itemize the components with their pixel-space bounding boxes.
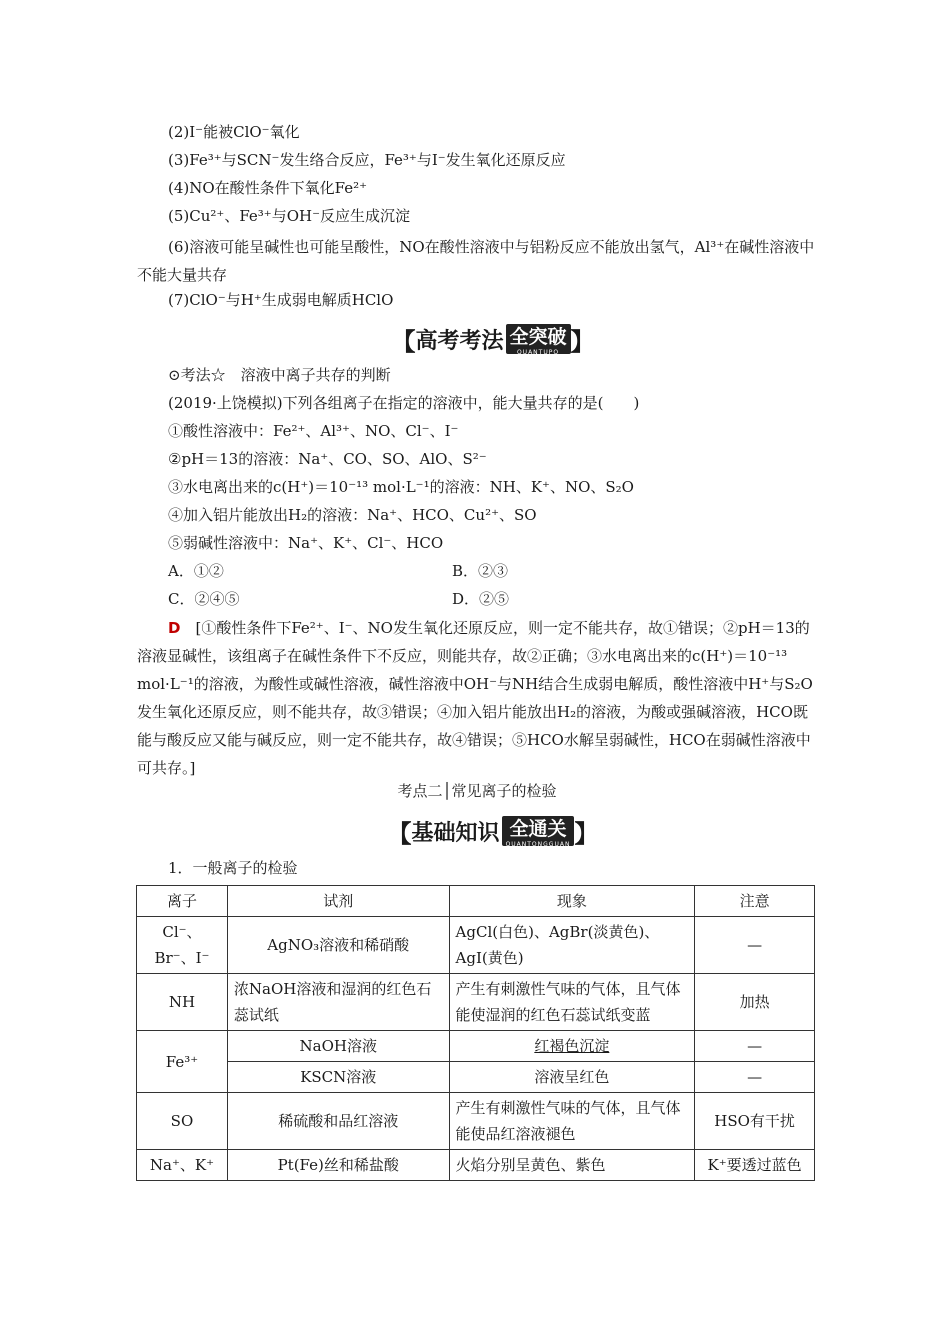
option-b: B．②③ — [452, 562, 509, 580]
option-d: D．②⑤ — [452, 590, 510, 608]
table-row — [137, 1150, 815, 1181]
badge-text: 全通关 — [509, 818, 567, 840]
cell-ion: Fe³⁺ — [137, 1031, 228, 1093]
cell-reagent: 稀硫酸和品红溶液 — [227, 1093, 449, 1150]
cell-note: — — [695, 1062, 815, 1093]
exam-item-5: ⑤弱碱性溶液中：Na⁺、K⁺、Cl⁻、HCO — [168, 534, 444, 552]
cell-note: 加热 — [695, 974, 815, 1031]
explanation-text: [①酸性条件下Fe²⁺、I⁻、NO发生氧化还原反应，则一定不能共存，故①错误；②pH＝13的溶液显碱性，该组离子在碱性条件下不反应，则能共存，故②正确；③水电离出来的c(H⁺)＝10⁻¹³ mol·L⁻¹的溶液，为酸性或碱性溶液，碱性溶液中OH⁻与NH结合生成弱电解质，酸性溶液中H⁺与S₂O发生氧化还原反应，则不能共存，故③错误；④加入铝片能放出H₂的溶液，为酸或强碱溶液，HCO既能与酸反应又能与碱反应，则一定不能共存，故④错误；⑤HCO水解呈弱碱性，HCO在弱碱性溶液中可共存。] — [137, 619, 813, 777]
cell-reagent: Pt(Fe)丝和稀盐酸 — [227, 1150, 449, 1181]
cell-phenomenon: 产生有刺激性气味的气体，且气体能使湿润的红色石蕊试纸变蓝 — [449, 974, 695, 1031]
cell-note: HSO有干扰 — [695, 1093, 815, 1150]
bracket-left: 【 — [391, 327, 416, 356]
header-ion: 离子 — [137, 886, 228, 917]
badge-pinyin: QUANTUPO — [516, 349, 560, 356]
cell-reagent: NaOH溶液 — [227, 1031, 449, 1062]
note-2: (2)I⁻能被ClO⁻氧化 — [168, 123, 300, 141]
table-title: 1．一般离子的检验 — [168, 859, 298, 877]
bracket-right: 】 — [570, 327, 595, 356]
exam-heading: ⊙考法☆ 溶液中离子共存的判断 — [168, 366, 391, 384]
cell-reagent: AgNO₃溶液和稀硝酸 — [227, 917, 449, 974]
cell-note: — — [695, 1031, 815, 1062]
table-row — [137, 1093, 815, 1150]
cell-phenomenon: 红褐色沉淀 — [449, 1031, 695, 1062]
table-row — [137, 1062, 815, 1093]
cell-ion: NH — [137, 974, 228, 1031]
table-row — [137, 1031, 815, 1062]
banner-title: 基础知识 — [411, 820, 500, 846]
exam-item-4: ④加入铝片能放出H₂的溶液：Na⁺、HCO、Cu²⁺、SO — [168, 506, 537, 524]
exam-item-1: ①酸性溶液中：Fe²⁺、Al³⁺、NO、Cl⁻、I⁻ — [168, 422, 459, 440]
cell-reagent: 浓NaOH溶液和湿润的红色石蕊试纸 — [227, 974, 449, 1031]
note-6: (6)溶液可能呈碱性也可能呈酸性，NO在酸性溶液中与铝粉反应不能放出氢气，Al³⁺在碱性溶液中不能大量共存 — [137, 238, 815, 284]
cell-ion: Cl⁻、Br⁻、I⁻ — [137, 917, 228, 974]
header-phenomenon: 现象 — [449, 886, 695, 917]
cell-ion: SO — [137, 1093, 228, 1150]
badge-text: 全突破 — [509, 326, 567, 348]
note-7: (7)ClO⁻与H⁺生成弱电解质HClO — [168, 291, 394, 309]
exam-item-2: ②pH＝13的溶液：Na⁺、CO、SO、AlO、S²⁻ — [168, 450, 487, 468]
ion-detection-table — [136, 885, 815, 1181]
bracket-left: 【 — [387, 819, 412, 848]
cell-phenomenon: AgCl(白色)、AgBr(淡黄色)、AgI(黄色) — [449, 917, 695, 974]
table-header-row — [137, 886, 815, 917]
answer-explanation — [137, 614, 817, 782]
section-title: 考点二│常见离子的检验 — [397, 782, 557, 800]
banner-badge — [506, 324, 571, 354]
cell-phenomenon: 溶液呈红色 — [449, 1062, 695, 1093]
cell-reagent: KSCN溶液 — [227, 1062, 449, 1093]
header-note: 注意 — [695, 886, 815, 917]
note-5: (5)Cu²⁺、Fe³⁺与OH⁻反应生成沉淀 — [168, 207, 411, 225]
cell-note: — — [695, 917, 815, 974]
cell-note: K⁺要透过蓝色 — [695, 1150, 815, 1181]
option-c: C．②④⑤ — [168, 590, 240, 608]
table-row — [137, 974, 815, 1031]
exam-question: (2019·上饶模拟)下列各组离子在指定的溶液中，能大量共存的是( ) — [168, 394, 640, 412]
banner-jichu-zhishi — [383, 814, 603, 848]
note-3: (3)Fe³⁺与SCN⁻发生络合反应，Fe³⁺与I⁻发生氧化还原反应 — [168, 151, 566, 169]
cell-phenomenon: 产生有刺激性气味的气体，且气体能使品红溶液褪色 — [449, 1093, 695, 1150]
banner-badge — [502, 816, 575, 846]
banner-title: 高考考法 — [415, 328, 504, 354]
option-a: A．①② — [168, 562, 224, 580]
badge-pinyin: QUANTONGGUAN — [505, 841, 571, 848]
note-4: (4)NO在酸性条件下氧化Fe²⁺ — [168, 179, 368, 197]
bracket-right: 】 — [574, 819, 599, 848]
cell-phenomenon: 火焰分别呈黄色、紫色 — [449, 1150, 695, 1181]
banner-gaokao-kaofa — [383, 322, 603, 356]
exam-item-3: ③水电离出来的c(H⁺)＝10⁻¹³ mol·L⁻¹的溶液：NH、K⁺、NO、S₂O — [168, 478, 634, 496]
answer-letter: D — [168, 619, 181, 637]
table-row — [137, 917, 815, 974]
header-reagent: 试剂 — [227, 886, 449, 917]
cell-ion: Na⁺、K⁺ — [137, 1150, 228, 1181]
